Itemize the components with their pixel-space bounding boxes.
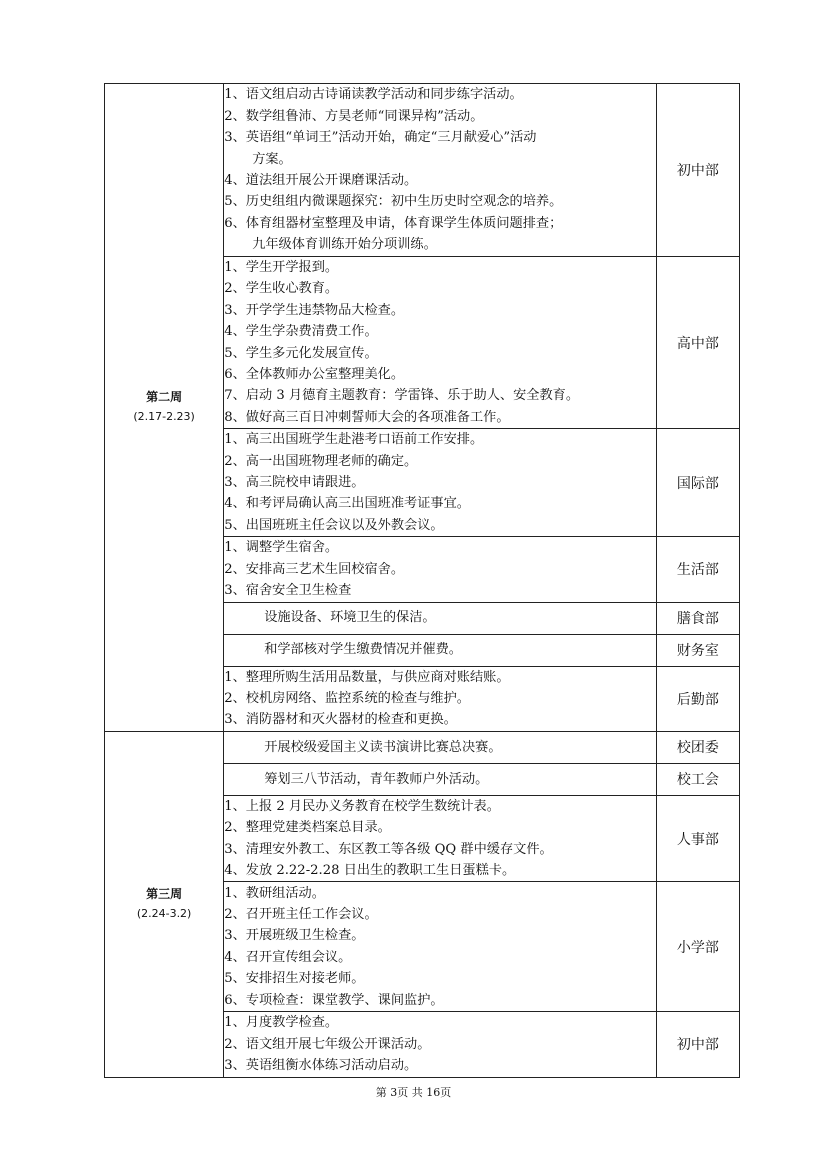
task-item: 3、消防器材和灭火器材的检查和更换。 [224,712,457,728]
task-item: 2、校机房网络、监控系统的检查与维护。 [224,690,470,706]
department-label: 后勤部 [656,666,739,731]
department-label: 膳食部 [656,602,739,634]
week-cell [105,731,224,1077]
task-list [224,763,657,795]
task-item: 1、语文组启动古诗诵读教学活动和同步练字活动。 [224,87,523,103]
task-item: 3、英语组衡水体练习活动启动。 [224,1058,418,1074]
task-item: 8、做好高三百日冲刺誓师大会的各项准备工作。 [224,409,510,425]
task-list [224,731,657,763]
task-item: 2、整理党建类档案总目录。 [224,820,391,836]
week-name: 第二周 [146,390,183,405]
task-list [224,882,657,1012]
task-item: 4、学生学杂费清费工作。 [224,324,378,340]
task-item: 7、启动 3 月德育主题教育：学雷锋、乐于助人、安全教育。 [224,388,580,404]
task-item: 1、学生开学报到。 [224,260,339,275]
department-label: 初中部 [656,1012,739,1077]
task-item: 2、学生收心教育。 [224,281,339,297]
department-label: 校工会 [656,763,739,795]
task-item: 2、高一出国班物理老师的确定。 [224,453,418,469]
task-item: 开展校级爱国主义读书演讲比赛总决赛。 [264,739,502,755]
department-label: 国际部 [656,429,739,537]
task-item: 5、出国班班主任会议以及外教会议。 [224,517,444,533]
department-label: 高中部 [656,257,739,429]
task-list [224,602,657,634]
task-item: 和学部核对学生缴费情况并催费。 [264,642,462,658]
task-list [224,795,657,882]
task-item: 5、历史组组内微课题探究：初中生历史时空观念的培养。 [224,194,563,210]
week-dates: (2.17-2.23) [133,410,195,424]
task-item: 1、月度教学检查。 [224,1015,339,1031]
task-item: 1、高三出国班学生赴港考口语前工作安排。 [224,432,484,448]
task-item: 2、召开班主任工作会议。 [224,907,378,923]
task-item: 1、上报 2 月民办义务教育在校学生数统计表。 [224,798,500,814]
week-cell [105,84,224,732]
task-item: 5、安排招生对接老师。 [224,971,365,987]
task-list [224,1012,657,1077]
department-label: 初中部 [656,84,739,257]
task-item: 3、开展班级卫生检查。 [224,928,365,944]
task-item: 3、清理安外教工、东区教工等各级 QQ 群中缓存文件。 [224,841,553,857]
task-item: 4、和考评局确认高三出国班准考证事宜。 [224,496,470,512]
task-item: 九年级体育训练开始分项训练。 [252,237,437,253]
department-label: 小学部 [656,882,739,1012]
schedule-row [105,731,740,763]
task-list [224,429,657,537]
task-item: 方案。 [252,151,292,167]
task-item: 2、数学组鲁沛、方昊老师“同课异构”活动。 [224,108,484,124]
week-dates: (2.24-3.2) [136,907,192,921]
task-item: 3、英语组“单词王”活动开始，确定“三月献爱心”活动 [224,130,537,146]
page-footer: 第 3页 共 16页 [375,1086,452,1099]
task-item: 5、学生多元化发展宣传。 [224,345,378,361]
task-item: 3、高三院校申请跟进。 [224,475,365,491]
task-item: 6、全体教师办公室整理美化。 [224,367,405,383]
task-item: 4、道法组开展公开课磨课活动。 [224,173,418,188]
task-list [224,84,657,257]
task-item: 设施设备、环境卫生的保洁。 [264,610,436,626]
department-label: 人事部 [656,795,739,882]
task-list [224,257,657,429]
week-name: 第三周 [146,887,183,902]
task-list [224,666,657,731]
schedule-table [104,83,740,1078]
task-list [224,634,657,666]
task-item: 2、语文组开展七年级公开课活动。 [224,1036,431,1052]
task-list [224,537,657,602]
department-label: 财务室 [656,634,739,666]
department-label: 生活部 [656,537,739,602]
task-item: 2、安排高三艺术生回校宿舍。 [224,561,405,577]
task-item: 6、专项检查：课堂教学、课间监护。 [224,992,444,1008]
task-item: 3、宿舍安全卫生检查 [224,583,352,599]
task-item: 3、开学学生违禁物品大检查。 [224,302,405,318]
task-item: 筹划三八节活动，青年教师户外活动。 [264,771,489,787]
task-item: 1、整理所购生活用品数量，与供应商对账结账。 [224,669,510,685]
schedule-row [105,84,740,257]
task-item: 4、发放 2.22-2.28 日出生的教职工生日蛋糕卡。 [224,862,516,878]
department-label: 校团委 [656,731,739,763]
task-item: 4、召开宣传组会议。 [224,949,352,965]
task-item: 1、调整学生宿舍。 [224,540,339,556]
task-item: 1、教研组活动。 [224,885,325,901]
task-item: 6、体育组器材室整理及申请，体育课学生体质问题排查； [224,215,563,231]
